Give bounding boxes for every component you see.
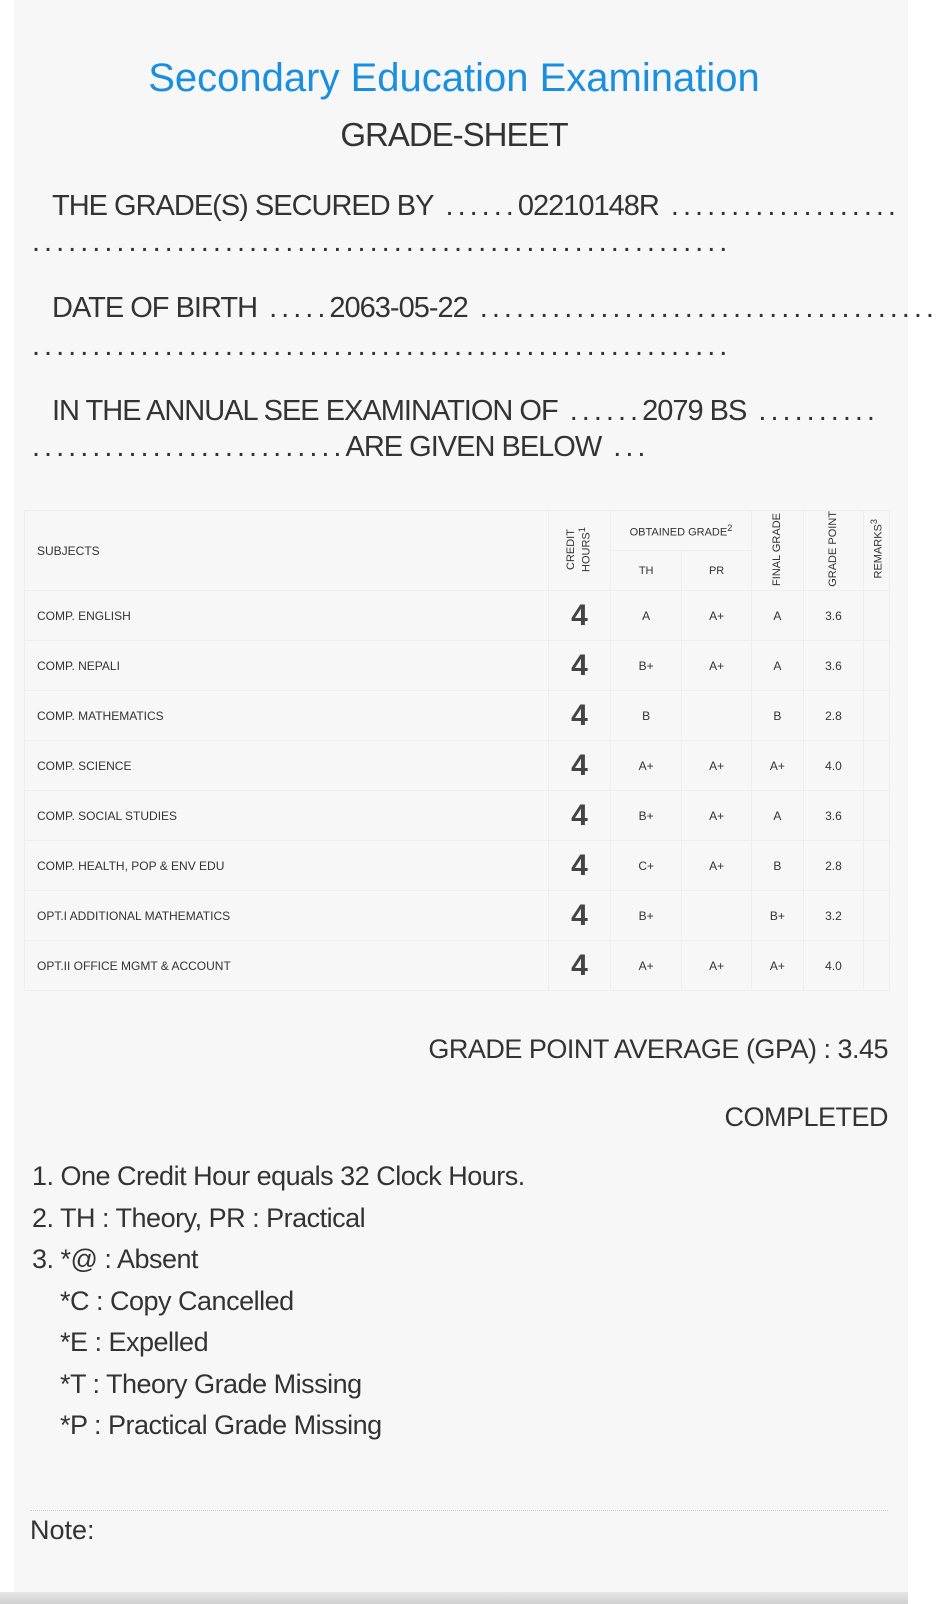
exam-label: IN THE ANNUAL SEE EXAMINATION OF bbox=[52, 395, 558, 427]
header-grade-point: GRADE POINT bbox=[803, 511, 863, 591]
result-status: COMPLETED bbox=[724, 1102, 888, 1132]
cell-pr: A+ bbox=[682, 941, 752, 991]
header-subjects: SUBJECTS bbox=[25, 511, 549, 591]
cell-gp: 3.6 bbox=[803, 641, 863, 691]
secured-label: THE GRADE(S) SECURED BY bbox=[52, 190, 434, 222]
exam-line: IN THE ANNUAL SEE EXAMINATION OF ......2079 BS .......... bbox=[52, 395, 879, 427]
header-th: TH bbox=[611, 551, 682, 591]
cell-subject: COMP. SCIENCE bbox=[25, 741, 549, 791]
cell-gp: 4.0 bbox=[803, 741, 863, 791]
footnotes bbox=[32, 1156, 525, 1447]
cell-gp: 4.0 bbox=[803, 941, 863, 991]
cell-final: A+ bbox=[751, 741, 803, 791]
dotted-line: .......................................................... bbox=[32, 226, 732, 258]
cell-credit: 4 bbox=[549, 591, 611, 641]
cell-credit: 4 bbox=[549, 691, 611, 741]
footnote: *C : Copy Cancelled bbox=[60, 1285, 294, 1316]
cell-final: A bbox=[751, 591, 803, 641]
cell-remarks bbox=[863, 641, 889, 691]
footnote: 1. One Credit Hour equals 32 Clock Hours. bbox=[32, 1161, 525, 1191]
gpa: GRADE POINT AVERAGE (GPA) : 3.45 bbox=[428, 1034, 888, 1064]
cell-th: B bbox=[611, 691, 682, 741]
symbol-number: 02210148R bbox=[517, 190, 659, 222]
cell-gp: 2.8 bbox=[803, 691, 863, 741]
cell-subject: OPT.II OFFICE MGMT & ACCOUNT bbox=[25, 941, 549, 991]
exam-title: Secondary Education Examination bbox=[148, 56, 760, 100]
cell-final: A bbox=[751, 791, 803, 841]
cell-pr: A+ bbox=[682, 841, 752, 891]
table-row bbox=[25, 691, 890, 741]
table-row bbox=[25, 791, 890, 841]
table-row bbox=[25, 941, 890, 991]
secured-by-line: THE GRADE(S) SECURED BY ......02210148R ................... bbox=[52, 190, 900, 222]
cell-th: B+ bbox=[611, 891, 682, 941]
given-below-line: ..........................ARE GIVEN BELOW ... bbox=[32, 431, 650, 463]
table-row bbox=[25, 841, 890, 891]
table-row bbox=[25, 891, 890, 941]
cell-credit: 4 bbox=[549, 941, 611, 991]
grades-table bbox=[24, 510, 890, 991]
cell-pr bbox=[682, 691, 752, 741]
footnote: 3. *@ : Absent bbox=[32, 1244, 199, 1274]
cell-remarks bbox=[863, 741, 889, 791]
table-row bbox=[25, 641, 890, 691]
cell-gp: 2.8 bbox=[803, 841, 863, 891]
cell-gp: 3.2 bbox=[803, 891, 863, 941]
cell-final: A bbox=[751, 641, 803, 691]
exam-year: 2079 BS bbox=[642, 395, 747, 427]
cell-th: B+ bbox=[611, 791, 682, 841]
cell-subject: OPT.I ADDITIONAL MATHEMATICS bbox=[25, 891, 549, 941]
cell-th: C+ bbox=[611, 841, 682, 891]
dob-line: DATE OF BIRTH .....2063-05-22 ...................................... bbox=[52, 292, 938, 324]
dob-label: DATE OF BIRTH bbox=[52, 292, 258, 324]
dotted-line: .......................................................... bbox=[32, 330, 732, 362]
header-credit-hours: CREDIT HOURS$^1$ bbox=[549, 511, 611, 591]
header-final-grade: FINAL GRADE bbox=[751, 511, 803, 591]
cell-remarks bbox=[863, 691, 889, 741]
cell-remarks bbox=[863, 591, 889, 641]
cell-th: B+ bbox=[611, 641, 682, 691]
cell-th: A+ bbox=[611, 941, 682, 991]
cell-credit: 4 bbox=[549, 791, 611, 841]
cell-remarks bbox=[863, 941, 889, 991]
cell-subject: COMP. SOCIAL STUDIES bbox=[25, 791, 549, 841]
given-below: ARE GIVEN BELOW bbox=[345, 431, 602, 463]
cell-remarks bbox=[863, 841, 889, 891]
divider bbox=[30, 1510, 888, 1511]
header-obtained-grade: OBTAINED GRADE$^2$ bbox=[611, 511, 752, 551]
cell-pr: A+ bbox=[682, 641, 752, 691]
cell-gp: 3.6 bbox=[803, 591, 863, 641]
cell-th: A bbox=[611, 591, 682, 641]
cell-subject: COMP. NEPALI bbox=[25, 641, 549, 691]
cell-remarks bbox=[863, 891, 889, 941]
cell-pr bbox=[682, 891, 752, 941]
cell-credit: 4 bbox=[549, 891, 611, 941]
cell-pr: A+ bbox=[682, 741, 752, 791]
cell-subject: COMP. HEALTH, POP & ENV EDU bbox=[25, 841, 549, 891]
cell-final: B bbox=[751, 691, 803, 741]
cell-pr: A+ bbox=[682, 591, 752, 641]
footnote: 2. TH : Theory, PR : Practical bbox=[32, 1202, 366, 1233]
bottom-shadow bbox=[0, 1592, 908, 1604]
cell-final: A+ bbox=[751, 941, 803, 991]
cell-credit: 4 bbox=[549, 841, 611, 891]
footnote: *T : Theory Grade Missing bbox=[60, 1368, 362, 1399]
cell-final: B+ bbox=[751, 891, 803, 941]
dob-value: 2063-05-22 bbox=[329, 292, 468, 324]
cell-credit: 4 bbox=[549, 641, 611, 691]
cell-credit: 4 bbox=[549, 741, 611, 791]
footnote: *E : Expelled bbox=[60, 1327, 209, 1357]
cell-remarks bbox=[863, 791, 889, 841]
footnote: *P : Practical Grade Missing bbox=[60, 1410, 382, 1440]
cell-pr: A+ bbox=[682, 791, 752, 841]
cell-subject: COMP. MATHEMATICS bbox=[25, 691, 549, 741]
cell-subject: COMP. ENGLISH bbox=[25, 591, 549, 641]
header-pr: PR bbox=[682, 551, 752, 591]
cell-gp: 3.6 bbox=[803, 791, 863, 841]
table-row bbox=[25, 741, 890, 791]
cell-th: A+ bbox=[611, 741, 682, 791]
grade-sheet-heading: GRADE-SHEET bbox=[340, 116, 568, 153]
note-label: Note: bbox=[30, 1515, 95, 1545]
table-row bbox=[25, 591, 890, 641]
header-remarks: REMARKS$^3$ bbox=[863, 511, 889, 591]
cell-final: B bbox=[751, 841, 803, 891]
